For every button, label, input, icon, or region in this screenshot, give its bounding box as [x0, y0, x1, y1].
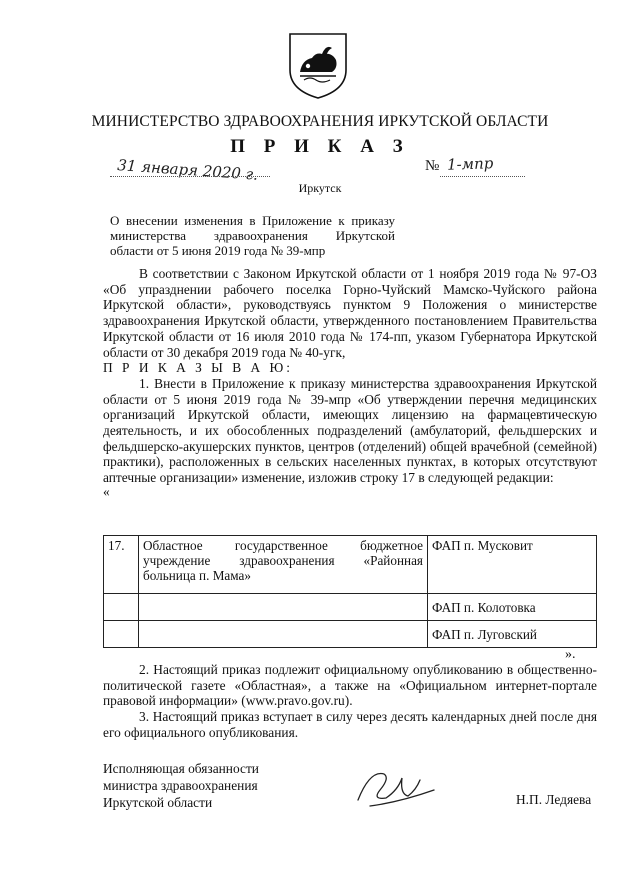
document-subject: [110, 213, 395, 258]
coat-of-arms-emblem: [286, 30, 350, 100]
ministry-name: МИНИСТЕРСТВО ЗДРАВООХРАНЕНИЯ ИРКУТСКОЙ ОБЛАСТИ: [91, 113, 549, 130]
table-row: [104, 621, 597, 648]
item-1-paragraph: 1. Внести в Приложение к приказу министерства здравоохранения Иркутской области от 5 июня 2019 года № 39-мпр «Об утверждении перечня медицинских организаций Иркутской области, имеющих лицензию на фармацевтическую деятельность, и их обособленных подразделений (амбулаторий, фельдшерских и фельдшерско-акушерских пунктов, центров (отделений) общей врачебной (семейной) практики), расположенных в сельских населенных пунктах, в которых отсутствуют аптечные организации» изменение, изложив строку 17 в следующей редакции:: [103, 375, 597, 486]
organization-cell: [139, 621, 428, 648]
position-line: Исполняющая обязанности: [103, 761, 259, 776]
signatory-position: [103, 760, 259, 811]
row-number: [104, 621, 139, 648]
signatory-name: Н.П. Ледяева: [516, 792, 592, 807]
row-number: [104, 594, 139, 621]
subject-line: О внесении изменения в Приложение к приказу: [110, 213, 395, 228]
item-3-paragraph: 3. Настоящий приказ вступает в силу через десять календарных дней после дня его официального опубликования.: [103, 709, 597, 740]
order-word: П Р И К А З Ы В А Ю:: [103, 360, 293, 376]
unit-cell: ФАП п. Колотовка: [428, 594, 597, 621]
subject-line: области от 5 июня 2019 года № 39-мпр: [110, 243, 326, 258]
close-quote: ».: [565, 647, 576, 662]
document-body: [103, 266, 597, 498]
unit-cell: ФАП п. Мусковит: [428, 536, 597, 594]
row-number: 17.: [104, 536, 139, 594]
document-body-final: [103, 662, 597, 741]
position-line: министра здравоохранения: [103, 778, 258, 793]
handwritten-number: 1-мпр: [446, 154, 494, 174]
date-underline: [110, 176, 270, 177]
handwritten-date: 31 января 2020 г.: [116, 156, 259, 184]
item-2-paragraph: 2. Настоящий приказ подлежит официальному опубликованию в общественно-политической газете «Областная», а также на «Официальном интернет-портале правовой информации» (www.pravo.gov.ru).: [103, 662, 597, 709]
number-label: №: [425, 158, 440, 174]
preamble-paragraph: В соответствии с Законом Иркутской области от 1 ноября 2019 года № 97-ОЗ «Об упразднении рабочего поселка Горно-Чуйский Мамско-Чуйского района Иркутской области», руководствуясь пунктом 9 Положения о министерстве здравоохранения Иркутской области, утвержденного постановлением Правительства Иркутской области от 16 июля 2010 года № 174-пп, указом Губернатора Иркутской области от 30 декабря 2019 года № 40-угк,: [103, 266, 597, 360]
organization-cell: Областное государственное бюджетное учреждение здравоохранения «Районная больница п. Мама»: [139, 536, 428, 594]
table-row: [104, 536, 597, 594]
number-underline: [440, 176, 525, 177]
unit-cell: ФАП п. Луговский: [428, 621, 597, 648]
city-name: Иркутск: [298, 181, 342, 195]
document-title: П Р И К А З: [230, 136, 410, 157]
position-line: Иркутской области: [103, 795, 213, 810]
handwritten-signature: [350, 760, 440, 815]
organization-cell: [139, 594, 428, 621]
amendment-table: [103, 535, 597, 648]
open-quote: «: [103, 483, 110, 499]
subject-line: министерства здравоохранения Иркутской: [110, 228, 395, 243]
table-row: [104, 594, 597, 621]
